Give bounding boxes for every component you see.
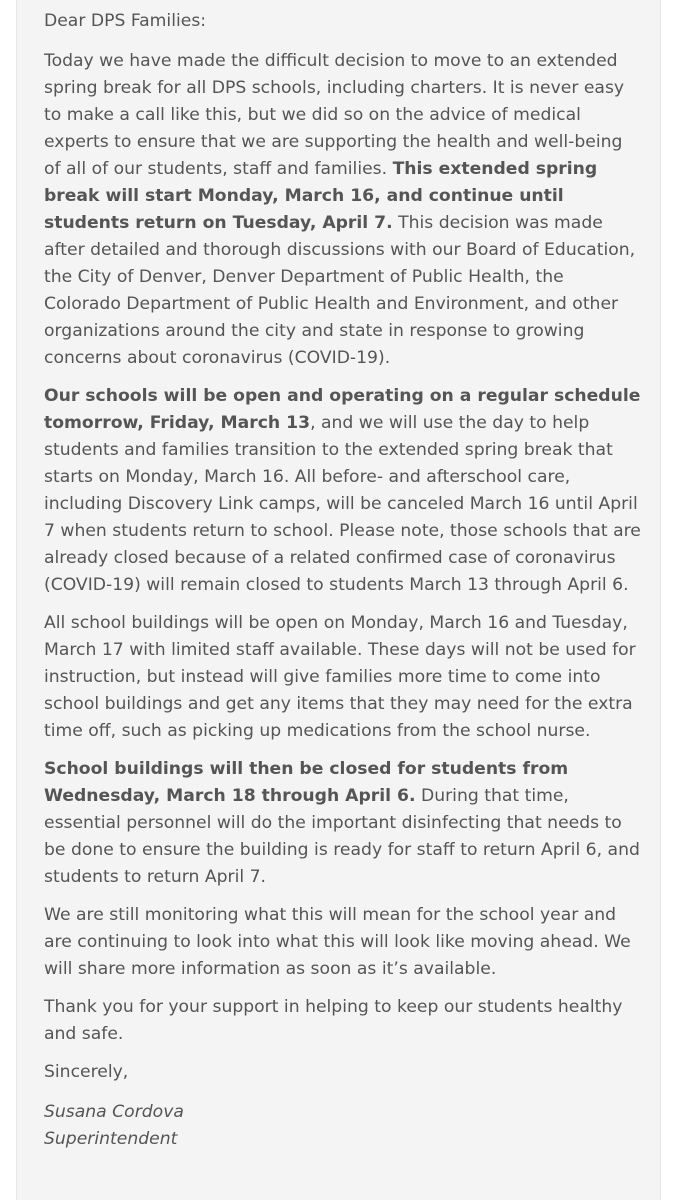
signature-name: Susana Cordova	[44, 1102, 184, 1122]
paragraph-monitoring: We are still monitoring what this will mean for the school year and are continuing to look into what this will look like moving ahead. We will share more information as soon as it’s available.	[44, 905, 631, 979]
paragraph-thank-you: Thank you for your support in helping to keep our students healthy and safe.	[44, 997, 623, 1044]
paragraph-bold-text: School buildings will then be closed for students from Wednesday, March 18 through April 6.	[44, 759, 569, 806]
letter-body	[16, 0, 661, 1200]
closing: Sincerely,	[44, 1062, 129, 1082]
paragraph-text: , and we will use the day to help students and families transition to the extended spring break that starts on Monday, March 16. All before- and afterschool care, including Discovery Link camps, will be canceled March 16 until April 7 when students return to school. Please note, those schools that are already closed because of a related confirmed case of coronavirus (COVID-19) will remain closed to students March 13 through April 6.	[44, 413, 641, 595]
paragraph-text: During that time, essential personnel will do the important disinfecting that needs to be done to ensure the building is ready for staff to return April 6, and students to return April 7.	[44, 786, 640, 887]
paragraph-schools-open	[44, 383, 644, 599]
signature-title: Superintendent	[44, 1129, 178, 1149]
paragraph-text: This decision was made after detailed and thorough discussions with our Board of Education, the City of Denver, Denver Department of Public Health, the Colorado Department of Public Health and Environment, and other organizations around the city and state in response to growing concerns about coronavirus (COVID-19).	[44, 213, 636, 368]
paragraph-text: Today we have made the difficult decision to move to an extended spring break for all DPS schools, including charters. It is never easy to make a call like this, but we did so on the advice of medical experts to ensure that we are supporting the health and well-being of all of our students, staff and families.	[44, 51, 625, 179]
greeting: Dear DPS Families:	[44, 11, 207, 31]
paragraph-buildings-closed	[44, 756, 644, 891]
paragraph-bold-text: This extended spring break will start Monday, March 16, and continue until students return on Tuesday, April 7.	[44, 159, 598, 233]
paragraph-bold-text: Our schools will be open and operating on a regular schedule tomorrow, Friday, March 13	[44, 386, 641, 433]
paragraph-extended-break	[44, 48, 644, 372]
paragraph-buildings-open: All school buildings will be open on Monday, March 16 and Tuesday, March 17 with limited staff available. These days will not be used for instruction, but instead will give families more time to come into school buildings and get any items that they may need for the extra time off, such as picking up medications from the school nurse.	[44, 613, 636, 741]
